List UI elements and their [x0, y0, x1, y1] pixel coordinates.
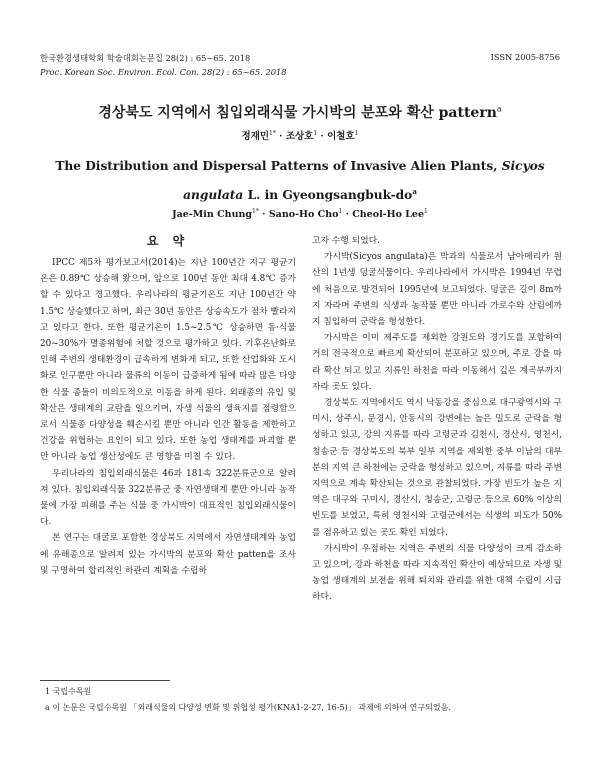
paper-title-en-part2: L. in Gyeongsangbuk-do	[243, 188, 413, 203]
author-separator: ·	[258, 209, 269, 221]
author-separator: ·	[342, 209, 353, 221]
authors-ko	[0, 128, 600, 142]
author-3-ko: 이철호	[327, 131, 355, 142]
abstract-heading: 요 약	[146, 234, 190, 248]
abstract-paragraph-7: 가시박이 우점하는 지역은 주변의 식물 다양성이 크게 감소하고 있으며, 강과 하천을 따라 지속적인 확산이 예상되므로 자생 및 농업 생태계의 보전을 위해 퇴치와 관리를 위한 대책 수립이 시급하다.	[312, 543, 562, 603]
paper-title-ko	[0, 102, 600, 122]
footnote-affiliation: 1 국립수목원	[45, 687, 92, 696]
abstract-paragraph-3-continued: 고자 수행 되었다.	[312, 236, 380, 246]
journal-citation-ko: 한국환경생태학회 학술대회논문집 28(2) : 65~65. 2018	[40, 53, 251, 63]
footnote-divider	[40, 680, 170, 681]
title-note-mark: a	[496, 104, 502, 114]
author-separator: ·	[317, 131, 328, 142]
author-1-en: Jae-Min Chung	[172, 209, 253, 221]
author-1-ko: 정재민	[241, 131, 270, 142]
abstract-column-left	[40, 233, 296, 579]
author-2-ko: 조상호	[285, 131, 314, 142]
abstract-column-right	[312, 233, 562, 606]
abstract-paragraph-3: 본 연구는 대굴로 포함한 경상북도 지역에서 자연생태계와 농업에 유해종으로 알려져 있는 가시박의 분포와 확산 patten을 조사 및 구명하여 합리적인 하관리 계획을 수립하	[40, 533, 296, 576]
author-3-en: Cheol-Ho Lee	[352, 209, 425, 221]
author-separator: ·	[275, 131, 286, 142]
paper-title-ko-text: 경상북도 지역에서 침입외래식물 가시박의 분포와 확산 pattern	[98, 105, 497, 121]
paper-title-en	[50, 154, 550, 208]
issn: ISSN 2005-8756	[490, 52, 560, 62]
paper-title-en-part1: The Distribution and Dispersal Patterns of Invasive Alien Plants,	[55, 159, 502, 173]
author-2-en: Sano-Ho Cho	[268, 209, 339, 221]
author-3-en-mark: 1	[424, 208, 428, 215]
abstract-paragraph-1: IPCC 제5차 평가보고서(2014)는 지난 100년간 지구 평균기온은 0.89℃ 상승해 왔으며, 앞으로 100년 동안 최대 4.8℃ 증가할 수 있다고 경고했다. 우리나라의 평균기온도 지난 100년간 약 1.5℃ 상승했다고 하며, 최근 30년 동안은 상승속도가 점차 빨라지고 있다고 한다. 또한 평균기온이 1.5~2.5℃ 상승하면 동·식물 20~30%가 멸종위험에 처할 것으로 평가하고 있다. 기후온난화로 인해 주변의 생태환경이 급속하게 변화게 되고, 또한 산업화와 도시화로 인구뿐만 아니라 물류의 이동이 급증하게 됨에 따라 많은 다양한 식물 종들이 비의도적으로 이동을 하게 된다. 외래종의 유입 및 확산은 생태계의 교란을 일으키며, 자생 식물의 생육지를 점령함으로서 식물종 다양성을 훼손시킬 뿐만 아니라 인간 활동을 제한하고 건강을 위협하는 요인이 되고 있다. 또한 농업 생태계를 파괴할 뿐만 아니라 농업 생산성에도 큰 영향을 미칠 수 있다.	[40, 258, 296, 463]
authors-en	[0, 208, 600, 220]
species-name: Sicyos angulata	[183, 159, 545, 203]
journal-citation-en: Proc. Korean Soc. Environ. Ecol. Con. 28(2) : 65~65. 2018	[40, 67, 287, 77]
author-3-mark: 1	[354, 129, 359, 137]
abstract-paragraph-5: 가시박은 이미 제주도를 제외한 강원도와 경기도를 포함하여 거의 전국적으로 빠르게 확산되어 분포하고 있으며, 주로 강을 따라 확산 되고 있고 지류인 하천을 따라 이동해서 깊은 계곡부까지 자라 곳도 있다.	[312, 333, 562, 392]
abstract-paragraph-4: 가시박(Sicyos angulata)은 박과의 식물로서 남아메리카 원산의 1년생 덩굴식물이다. 우리나라에서 가시박은 1994년 무렵에 처음으로 발견되어 1995년에 보고되었다. 덩굴은 길이 8m까지 자라며 주변의 식생과 농작물 뿐만 아니라 가로수와 산림에까지 침입하여 군락을 형성한다.	[312, 252, 562, 328]
footnote-funding: a 이 논문은 국립수목원 「외래식물의 다양성 변화 및 위협성 평가(KNA1-2-27, 16-5)」 과제에 의하여 연구되었음.	[45, 703, 451, 712]
abstract-paragraph-6: 경상북도 지역에서도 역시 낙동강을 중심으로 대구광역시와 구미시, 상주시, 문경시, 안동시의 강변에는 높은 밀도로 군락을 형성하고 있고, 강의 지류를 따라 고령군과 김천시, 경산시, 영천시, 청송군 등 경상북도의 북부 일부 지역을 제외한 중부 이남의 대부분의 지역 큰 하천에는 군락을 형성하고 있으며, 지류를 따라 주변 지역으로 계속 확산되는 것으로 관찰되었다. 가장 빈도가 높은 지역은 대구와 구미시, 경산시, 청송군, 고령군 등으로 60% 이상의 빈도를 보였고, 특히 영천시와 고령군에서는 식생의 피도가 50%를 점유하고 있는 곳도 확인 되었다.	[312, 398, 562, 538]
author-2-mark: 1	[313, 129, 318, 137]
title-en-note-mark: a	[412, 187, 417, 196]
author-1-en-mark: 1*	[252, 208, 259, 215]
author-1-mark: 1*	[269, 129, 276, 137]
author-2-en-mark: 1	[338, 208, 343, 215]
abstract-paragraph-2: 우리나라의 침입외래식물은 46과 181속 322분류군으로 알려져 있다. 침입외래식물 322분류군 중 자연생태계 뿐만 아니라 농작물에 가장 피해를 주는 식물 중 가시박이 대표적인 침입외래식물이다.	[40, 468, 296, 528]
